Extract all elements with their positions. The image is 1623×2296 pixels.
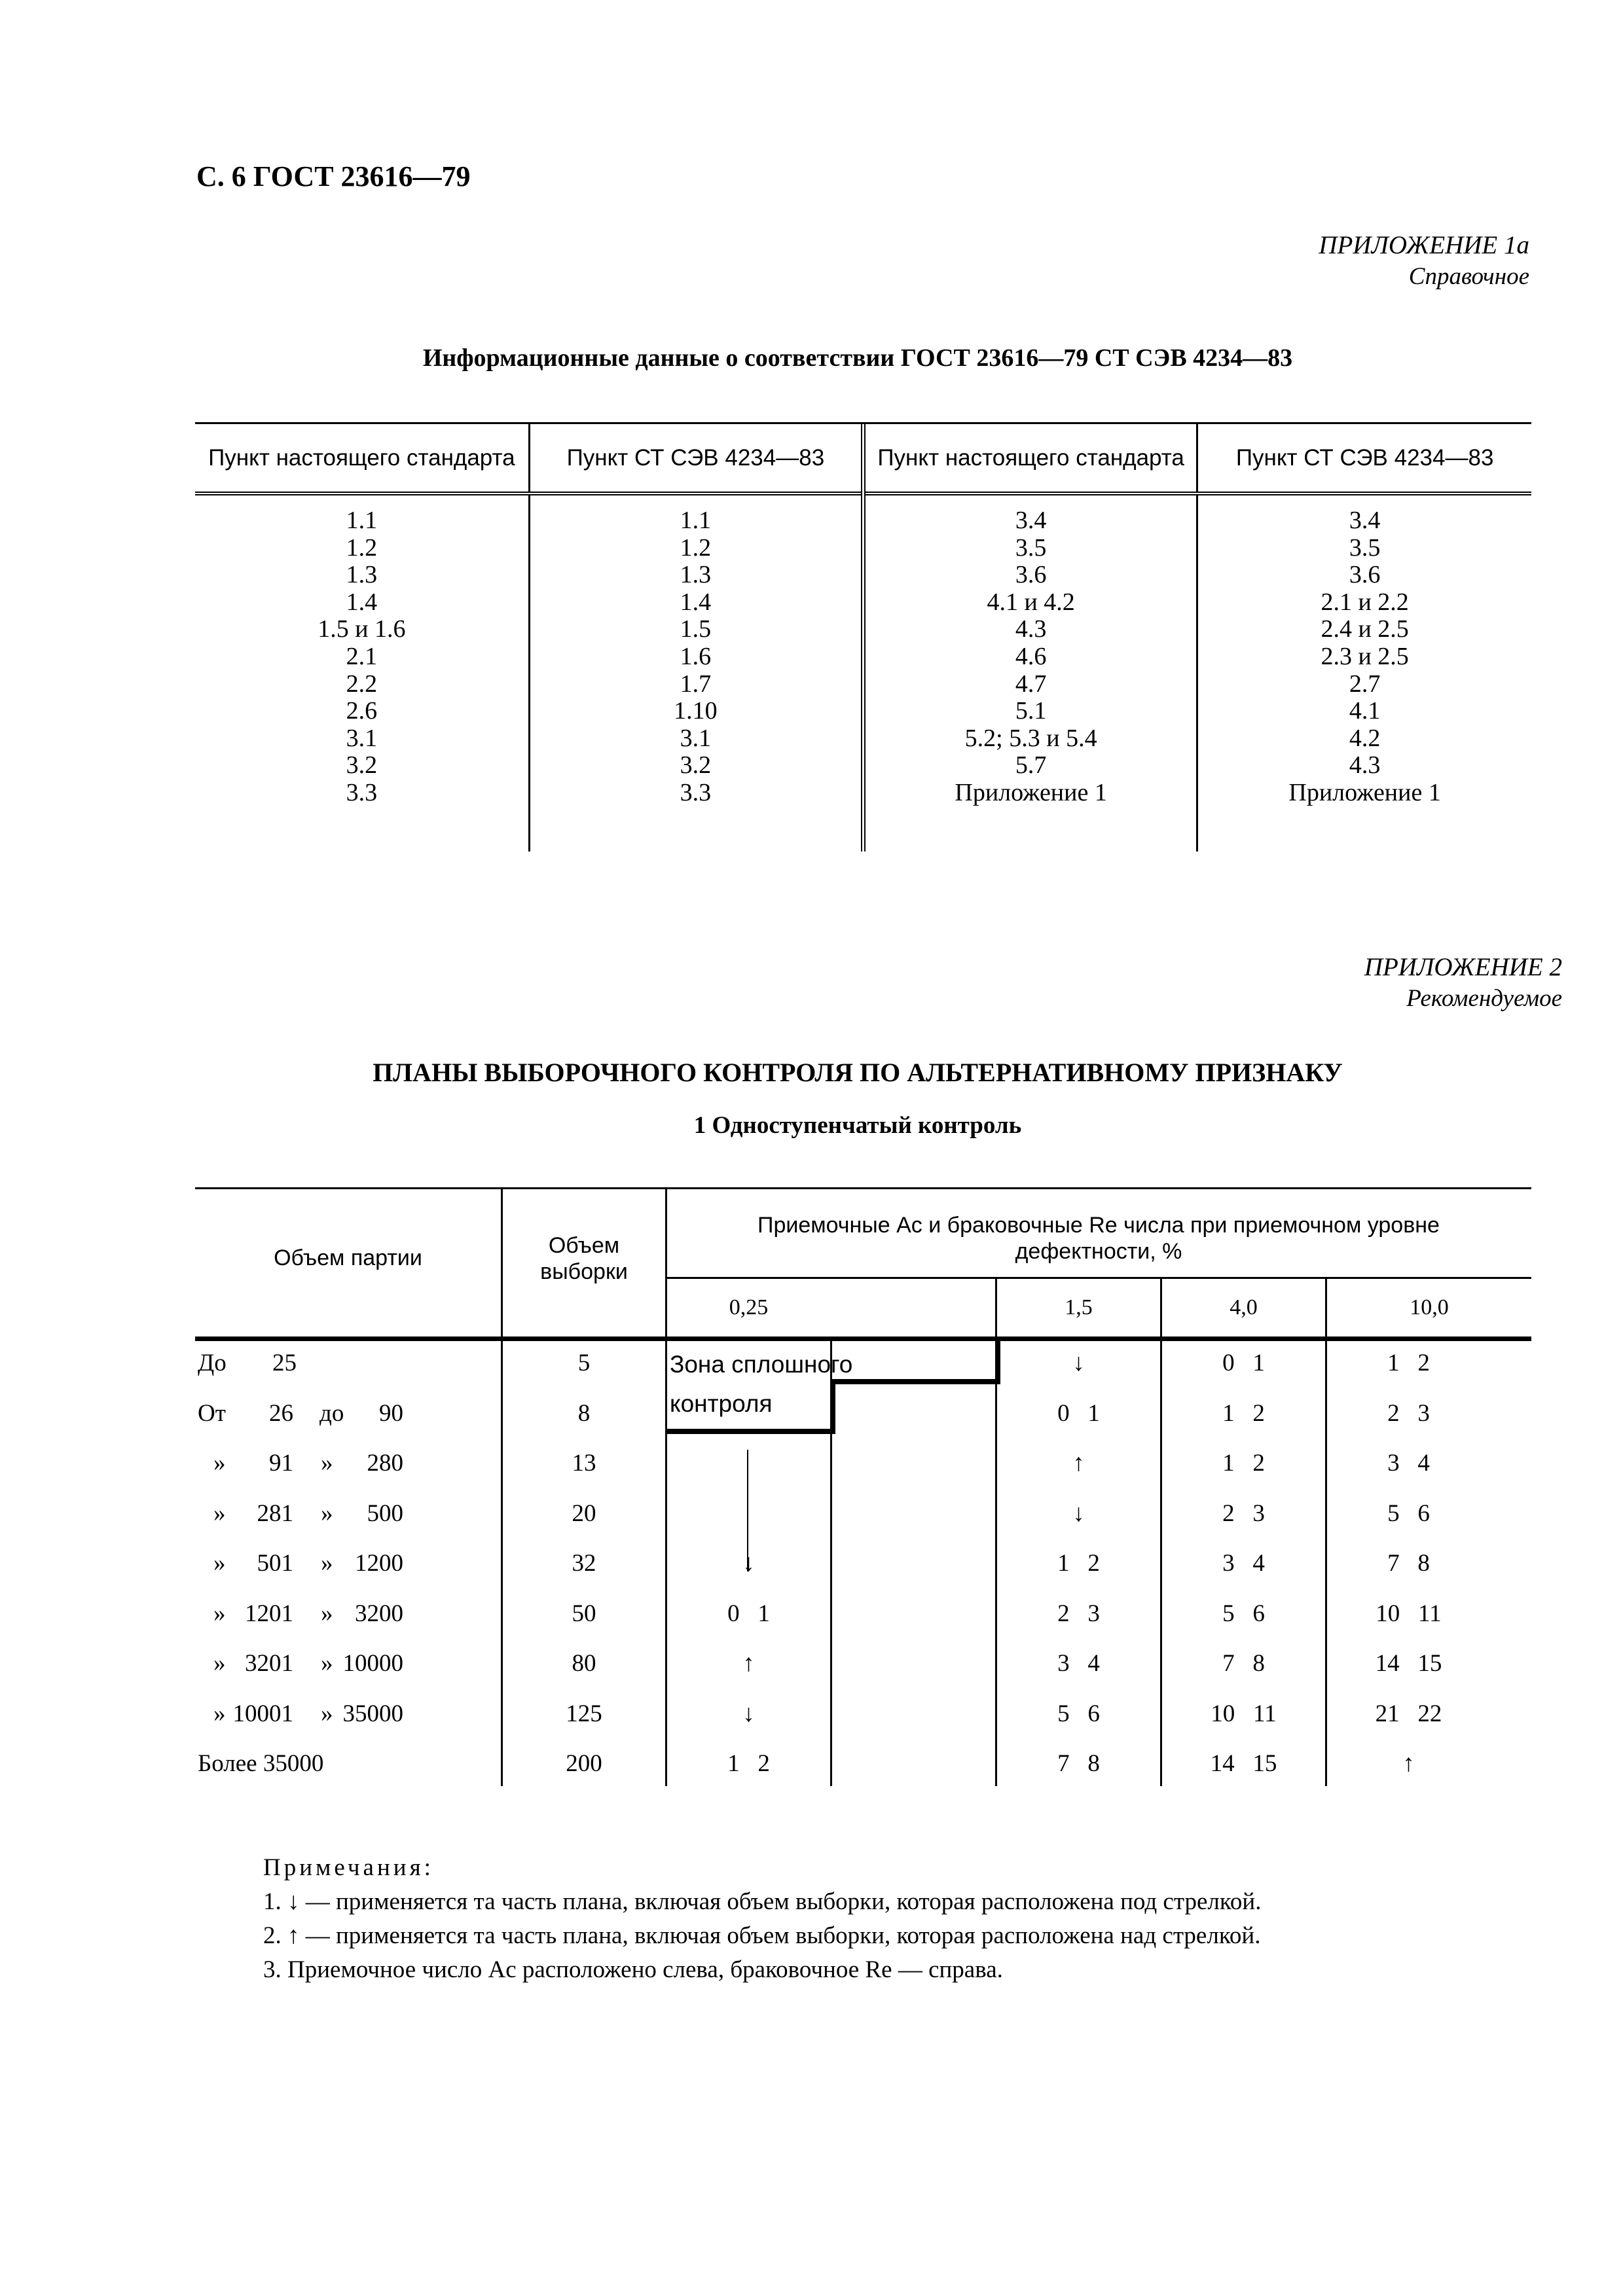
ac-re-cell: 0 1 — [1057, 1399, 1100, 1427]
table-cell: 1.5 и 1.6 — [318, 615, 406, 643]
table-cell: 4.6 — [1015, 642, 1047, 670]
table-cell: 1.3 — [346, 561, 378, 589]
table-cell: Приложение 1 — [1288, 778, 1441, 806]
appendix-2-title: ПРИЛОЖЕНИЕ 2 — [1364, 953, 1562, 981]
ac-re-cell: ↓ — [1072, 1499, 1085, 1527]
table-cell: 3.6 — [1349, 561, 1381, 589]
lot-size: » — [321, 1550, 333, 1577]
ac-re-cell: 1 2 — [727, 1750, 770, 1777]
zone-label-line: Зона сплошного — [670, 1351, 853, 1378]
zone-boundary — [830, 1379, 1000, 1384]
ac-re-cell: 14 15 — [1210, 1750, 1277, 1777]
table-cell: 1.3 — [680, 561, 712, 589]
lot-size: 10001 — [232, 1700, 293, 1727]
ac-re-cell: 2 3 — [1057, 1600, 1100, 1627]
table-cell: 3.1 — [680, 724, 712, 752]
column-values — [1197, 493, 1531, 852]
ac-re-cell: ↓ — [1072, 1350, 1085, 1376]
table-cell: 3.5 — [1015, 533, 1047, 562]
sample-size: 80 — [572, 1650, 596, 1677]
table-cell: 2.3 и 2.5 — [1321, 642, 1409, 670]
aql-level: 1,5 — [1065, 1295, 1093, 1319]
zone-label-line: контроля — [670, 1390, 773, 1417]
lot-size: 90 — [379, 1399, 403, 1427]
lot-size: » — [213, 1550, 226, 1577]
lot-size: » — [321, 1700, 333, 1727]
table-cell: 5.7 — [1015, 751, 1047, 780]
correspondence-table — [195, 422, 1531, 852]
table-cell: 1.1 — [680, 507, 712, 534]
note-item: 2. ↑ — применяется та часть плана, включая объем выборки, которая расположена над стрелкой. — [263, 1922, 1261, 1949]
table-cell: 1.7 — [680, 670, 712, 698]
lot-size: 501 — [257, 1550, 293, 1577]
table-cell: 1.4 — [346, 588, 378, 616]
appendix-1a-heading — [1319, 229, 1529, 292]
table-cell: Приложение 1 — [955, 778, 1107, 806]
ac-re-cell: ↑ — [742, 1650, 755, 1677]
table-cell: 1.5 — [680, 615, 712, 643]
ac-re-cell: 21 22 — [1375, 1700, 1442, 1727]
ac-re-cell: 2 3 — [1387, 1399, 1430, 1427]
table-cell: 1.1 — [346, 507, 378, 534]
lot-size: 10000 — [342, 1650, 403, 1677]
table-cell: 5.1 — [1015, 697, 1047, 725]
table-cell: 2.7 — [1349, 670, 1381, 698]
ac-re-cell: 3 4 — [1387, 1450, 1430, 1477]
info-table-title: Информационные данные о соответствии ГОСТ 23616—79 СТ СЭВ 4234—83 — [422, 344, 1293, 372]
table-cell: 4.3 — [1015, 615, 1047, 643]
lot-size: От — [198, 1399, 226, 1427]
lot-size: » — [321, 1450, 333, 1477]
plans-title: ПЛАНЫ ВЫБОРОЧНОГО КОНТРОЛЯ ПО АЛЬТЕРНАТИВНОМУ ПРИЗНАКУ — [373, 1058, 1343, 1087]
page-header: С. 6 ГОСТ 23616—79 — [196, 160, 471, 192]
table-cell: 1.2 — [680, 533, 712, 562]
aql-level: 4,0 — [1230, 1295, 1258, 1319]
table-cell: 4.1 — [1349, 697, 1381, 725]
sampling-plans-table — [195, 1187, 1531, 1786]
table-cell: 3.4 — [1015, 507, 1047, 534]
table-cell: 2.1 — [346, 642, 378, 670]
sample-size: 32 — [572, 1550, 596, 1577]
table-cell: 1.2 — [346, 533, 378, 562]
lot-size: 26 — [269, 1399, 293, 1427]
sample-size: 125 — [566, 1700, 602, 1727]
lot-size: » — [213, 1700, 226, 1727]
table-cell: 4.3 — [1349, 751, 1381, 780]
lot-size: » — [321, 1600, 333, 1627]
lot-size: » — [321, 1499, 333, 1527]
table-cell: 2.6 — [346, 697, 378, 725]
ac-re-cell: 1 2 — [1057, 1550, 1100, 1577]
table-cell: 5.2; 5.3 и 5.4 — [964, 724, 1097, 752]
table-cell: 1.4 — [680, 588, 712, 616]
ac-re-cell: 0 1 — [1222, 1350, 1265, 1376]
sample-size: 13 — [572, 1450, 596, 1477]
lot-size: 3200 — [355, 1600, 403, 1627]
column-values — [195, 493, 529, 852]
table-cell: 2.4 и 2.5 — [1321, 615, 1409, 643]
table-cell: 4.2 — [1349, 724, 1381, 752]
header-separator — [195, 1336, 1531, 1341]
note-item: 3. Приемочное число Ac расположено слева, браковочное Re — справа. — [263, 1956, 1003, 1983]
table-cell: 2.1 и 2.2 — [1321, 588, 1409, 616]
ac-re-cell: 3 4 — [1222, 1550, 1265, 1577]
ac-re-cell: 10 11 — [1376, 1600, 1442, 1627]
lot-size: » — [213, 1499, 226, 1527]
lot-size: 25 — [272, 1350, 297, 1376]
lot-size: До — [198, 1350, 227, 1376]
lot-size: 3201 — [245, 1650, 293, 1677]
column-header: Пункт СТ СЭВ 4234—83 — [1197, 424, 1531, 493]
table-cell: 3.1 — [346, 724, 378, 752]
column-header: Пункт настоящего стандарта — [195, 424, 529, 493]
sample-size: 8 — [577, 1399, 591, 1427]
table-cell: 3.2 — [346, 751, 378, 780]
table-cell: 4.7 — [1015, 670, 1047, 698]
appendix-2-heading — [1364, 951, 1562, 1014]
column-values — [529, 493, 863, 852]
ac-re-cell: 7 8 — [1057, 1750, 1100, 1777]
ac-re-cell: 3 4 — [1057, 1650, 1100, 1677]
numbers-group-header: Приемочные Ac и браковочные Re числа при приемочном уровне дефектности, % — [757, 1213, 1440, 1264]
lot-size: » — [321, 1650, 333, 1677]
column-header: Пункт настоящего стандарта — [864, 424, 1197, 493]
ac-re-cell: 5 6 — [1387, 1499, 1430, 1527]
aql-level: 10,0 — [1410, 1295, 1449, 1319]
sample-size: 20 — [572, 1499, 596, 1527]
lot-size: 91 — [269, 1450, 293, 1477]
lot-size: до — [319, 1399, 344, 1427]
ac-re-cell: ↑ — [1402, 1750, 1415, 1777]
column-values — [864, 493, 1197, 852]
zone-label — [670, 1345, 852, 1424]
column-header: Пункт СТ СЭВ 4234—83 — [529, 424, 863, 493]
table-cell: 1.6 — [680, 642, 712, 670]
notes-title: Примечания: — [263, 1854, 434, 1881]
lot-size-header: Объем партии — [274, 1246, 422, 1270]
lot-size: » — [213, 1450, 226, 1477]
ac-re-cell: 7 8 — [1222, 1650, 1265, 1677]
sample-size-header-text: Объем выборки — [540, 1233, 628, 1284]
lot-size: Более 35000 — [198, 1750, 324, 1777]
lot-size: » — [213, 1650, 226, 1677]
table-cell: 3.2 — [680, 751, 712, 780]
lot-size: 281 — [257, 1499, 293, 1527]
lot-size: 35000 — [342, 1700, 403, 1727]
ac-re-cell: 5 6 — [1222, 1600, 1265, 1627]
table-cell: 4.1 и 4.2 — [987, 588, 1075, 616]
notes — [263, 1851, 1261, 1987]
lot-size: 280 — [367, 1450, 403, 1477]
ac-re-cell: ↓ — [742, 1700, 755, 1727]
ac-re-cell: 5 6 — [1057, 1700, 1100, 1727]
ac-re-cell: 1 2 — [1222, 1450, 1265, 1477]
aql-level: 0,25 — [729, 1295, 769, 1319]
ac-re-cell: 2 3 — [1222, 1499, 1265, 1527]
ac-re-cell: 1 2 — [1222, 1399, 1265, 1427]
sample-size: 200 — [566, 1750, 602, 1777]
ac-re-cell: 14 15 — [1375, 1650, 1442, 1677]
table-cell: 1.10 — [674, 697, 718, 725]
table-cell: 3.3 — [680, 778, 712, 806]
table-cell: 3.5 — [1349, 533, 1381, 562]
ac-re-cell: 1 2 — [1387, 1350, 1430, 1376]
appendix-1a-subtitle: Справочное — [1408, 263, 1529, 290]
table-cell: 3.6 — [1015, 561, 1047, 589]
ac-re-cell: 10 11 — [1211, 1700, 1277, 1727]
appendix-2-subtitle: Рекомендуемое — [1406, 985, 1562, 1012]
lot-size: » — [213, 1600, 226, 1627]
sample-size: 50 — [572, 1600, 596, 1627]
header-subrule — [665, 1277, 1531, 1279]
ac-re-cell: ↑ — [1072, 1450, 1085, 1477]
appendix-1a-title: ПРИЛОЖЕНИЕ 1а — [1319, 231, 1529, 259]
lot-size: 500 — [367, 1499, 403, 1527]
ac-re-cell: ↓ — [742, 1550, 755, 1577]
lot-size: 1201 — [245, 1600, 293, 1627]
ac-re-cell: 7 8 — [1387, 1550, 1430, 1577]
lot-size: 1200 — [355, 1550, 403, 1577]
table-cell: 3.3 — [346, 778, 378, 806]
zone-boundary — [665, 1429, 835, 1434]
sample-size-header — [503, 1232, 665, 1285]
ac-re-cell: 0 1 — [727, 1600, 770, 1627]
table-cell: 3.4 — [1349, 507, 1381, 534]
table-cell: 2.2 — [346, 670, 378, 698]
plans-subtitle: 1 Одноступенчатый контроль — [693, 1112, 1022, 1139]
note-item: 1. ↓ — применяется та часть плана, включая объем выборки, которая расположена под стрелкой. — [263, 1888, 1262, 1915]
sample-size: 5 — [577, 1350, 591, 1376]
